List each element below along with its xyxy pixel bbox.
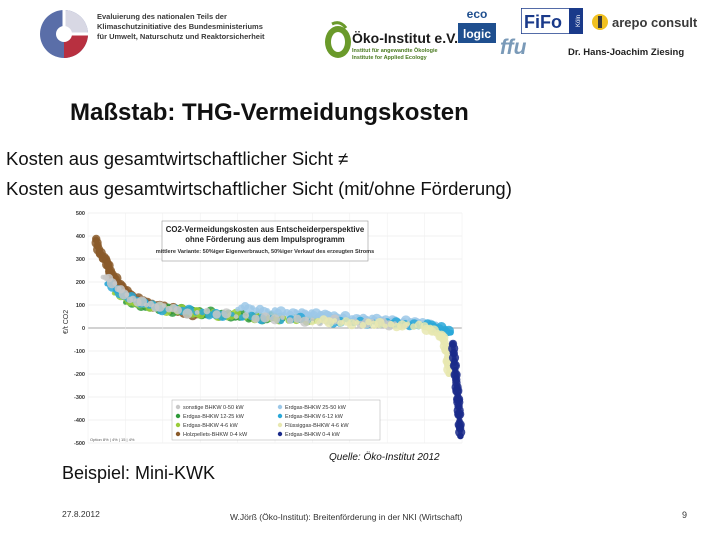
slide-title: Maßstab: THG-Vermeidungskosten <box>70 99 469 126</box>
y-tick-label: -400 <box>73 418 85 424</box>
fifo-koeln-logo <box>521 8 583 34</box>
example-label: Beispiel: Mini-KWK <box>62 463 216 483</box>
data-point <box>195 310 200 315</box>
chart-corner-note: Option 8% | 4% | 15 | 4% <box>90 437 135 442</box>
chart-title: CO2-Vermeidungskosten aus Entscheiderperspektive <box>165 225 365 234</box>
data-point <box>383 324 388 329</box>
fifo-koeln-text: Köln <box>576 14 582 28</box>
data-point <box>113 281 118 286</box>
legend-label: Flüssiggas-BHKW 4-6 kW <box>285 423 349 429</box>
legend-marker <box>278 423 282 427</box>
y-tick-label: -300 <box>73 395 85 401</box>
data-point <box>182 309 192 319</box>
ffu-logo-text: ffu <box>500 36 527 59</box>
arepo-consult-logo <box>590 10 700 34</box>
page-number: 9 <box>682 510 688 520</box>
y-tick-label: -100 <box>73 349 85 355</box>
data-point <box>405 321 410 326</box>
data-point <box>448 330 454 336</box>
data-point <box>397 320 407 330</box>
y-tick-label: 300 <box>75 257 85 263</box>
chart-note: mittlere Variante: 50%iger Eigenverbrauch, 50%iger Verkauf des erzeugten Stroms <box>155 249 375 255</box>
y-axis-label: €/t CO2 <box>63 309 70 334</box>
subtitle-line-1: Kosten aus gesamtwirtschaftlicher Sicht ≠ <box>6 148 349 169</box>
legend-marker <box>176 432 180 436</box>
ecologic-logo <box>458 3 496 43</box>
ecologic-logic: logic <box>462 27 492 41</box>
legend-label: Erdgas-BHKW 6-12 kW <box>285 414 343 420</box>
bmu-text-line-1: Evaluierung des nationalen Teils der <box>97 12 227 21</box>
y-tick-label: -500 <box>73 441 85 447</box>
legend-marker <box>278 414 282 418</box>
data-point <box>174 306 182 314</box>
y-tick-label: 400 <box>75 234 85 240</box>
legend-label: sonstige BHKW 0-50 kW <box>183 405 244 411</box>
oeko-institut-name: Öko-Institut e.V. <box>352 30 459 46</box>
y-tick-label: 0 <box>81 326 85 332</box>
data-point <box>270 314 280 324</box>
footer-date: 27.8.2012 <box>62 509 100 519</box>
data-point <box>332 318 337 323</box>
legend-marker <box>278 405 282 409</box>
ecologic-eco: eco <box>466 7 488 21</box>
data-point <box>260 312 270 322</box>
arepo-text: arepo consult <box>612 15 698 30</box>
fifo-text: FiFo <box>524 12 562 32</box>
legend-marker <box>278 432 282 436</box>
legend-label: Erdgas-BHKW 4-6 kW <box>183 423 238 429</box>
y-tick-label: 200 <box>75 280 85 286</box>
source-citation: Quelle: Öko-Institut 2012 <box>329 452 440 463</box>
chart-subtitle: ohne Förderung aus dem Impulsprogramm <box>185 235 345 244</box>
presenter-name: Dr. Hans-Joachim Ziesing <box>568 47 685 58</box>
legend-marker <box>176 405 180 409</box>
data-point <box>221 308 231 318</box>
oeko-institut-sub-2: Institute for Applied Ecology <box>352 55 427 61</box>
legend-label: Erdgas-BHKW 0-4 kW <box>285 432 340 438</box>
data-point <box>310 321 315 326</box>
bmu-logo-icon <box>38 8 90 60</box>
data-point <box>300 317 310 327</box>
y-tick-label: 100 <box>75 303 85 309</box>
data-point <box>243 312 250 319</box>
legend-marker <box>176 414 180 418</box>
legend-label: Holzpellets-BHKW 0-4 kW <box>183 432 248 438</box>
data-point <box>204 308 211 315</box>
data-point <box>125 292 130 297</box>
bmu-text-line-3: für Umwelt, Naturschutz und Reaktorsicherheit <box>97 32 265 41</box>
data-point <box>355 320 360 325</box>
subtitle-line-2: Kosten aus gesamtwirtschaftlicher Sicht (mit/ohne Förderung) <box>6 178 512 199</box>
legend-label: Erdgas-BHKW 25-50 kW <box>285 405 346 411</box>
data-point <box>360 322 367 329</box>
data-point <box>280 315 285 320</box>
data-point <box>287 317 294 324</box>
legend-label: Erdgas-BHKW 12-25 kW <box>183 414 244 420</box>
data-point <box>251 315 259 323</box>
bmu-text-line-2: Klimaschutzinitiative des Bundesministeriums <box>97 22 263 31</box>
oeko-institut-sub-1: Institut für angewandte Ökologie <box>352 48 438 54</box>
data-point <box>458 433 464 439</box>
footer-center-text: W.Jörß (Öko-Institut): Breitenförderung in der NKI (Wirtschaft) <box>230 512 463 522</box>
legend-marker <box>176 423 180 427</box>
data-point <box>324 317 334 327</box>
data-point <box>213 310 221 318</box>
y-tick-label: -200 <box>73 372 85 378</box>
y-tick-label: 500 <box>75 211 85 217</box>
co2-cost-chart <box>62 207 468 450</box>
data-point <box>347 319 357 329</box>
data-point <box>162 303 167 308</box>
data-point <box>234 314 239 319</box>
